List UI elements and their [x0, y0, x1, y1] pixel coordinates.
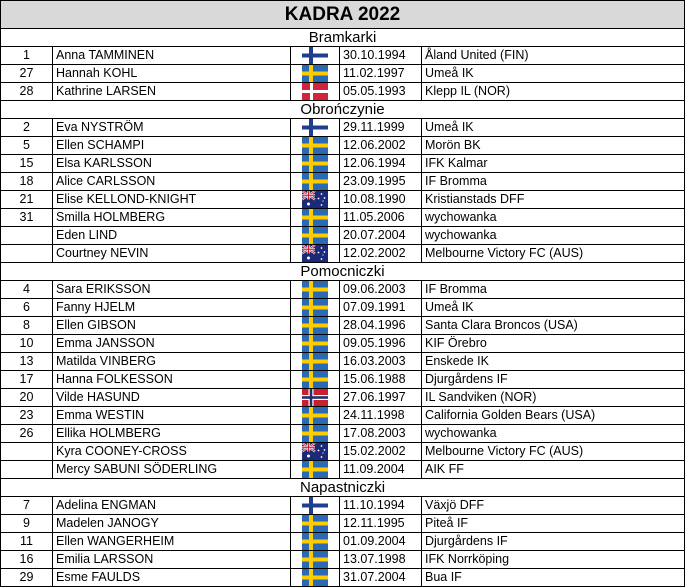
- player-name: Matilda VINBERG: [53, 353, 291, 371]
- player-name: Hanna FOLKESSON: [53, 371, 291, 389]
- section-title: Bramkarki: [1, 29, 685, 47]
- table-row: [1, 191, 685, 209]
- table-row: [1, 407, 685, 425]
- player-name: Eva NYSTRÖM: [53, 119, 291, 137]
- player-flag: [291, 569, 340, 587]
- player-birthdate: 12.11.1995: [340, 515, 422, 533]
- player-birthdate: 23.09.1995: [340, 173, 422, 191]
- player-previous-club: Melbourne Victory FC (AUS): [422, 443, 685, 461]
- player-number: 1: [1, 47, 53, 65]
- player-number: 31: [1, 209, 53, 227]
- player-birthdate: 17.08.2003: [340, 425, 422, 443]
- player-previous-club: KIF Örebro: [422, 335, 685, 353]
- table-row: [1, 65, 685, 83]
- player-flag: [291, 155, 340, 173]
- player-name: Elsa KARLSSON: [53, 155, 291, 173]
- player-name: Anna TAMMINEN: [53, 47, 291, 65]
- player-previous-club: Umeå IK: [422, 299, 685, 317]
- finland-flag-icon: [302, 119, 328, 136]
- player-birthdate: 11.02.1997: [340, 65, 422, 83]
- player-birthdate: 07.09.1991: [340, 299, 422, 317]
- sweden-flag-icon: [302, 407, 328, 424]
- player-number: 29: [1, 569, 53, 587]
- player-previous-club: IFK Norrköping: [422, 551, 685, 569]
- player-number: 10: [1, 335, 53, 353]
- player-previous-club: AIK FF: [422, 461, 685, 479]
- player-birthdate: 10.08.1990: [340, 191, 422, 209]
- player-name: Ellen WANGERHEIM: [53, 533, 291, 551]
- player-previous-club: California Golden Bears (USA): [422, 407, 685, 425]
- player-birthdate: 11.10.1994: [340, 497, 422, 515]
- table-row: [1, 227, 685, 245]
- player-name: Sara ERIKSSON: [53, 281, 291, 299]
- player-previous-club: Kristianstads DFF: [422, 191, 685, 209]
- player-birthdate: 15.02.2002: [340, 443, 422, 461]
- sweden-flag-icon: [302, 551, 328, 568]
- section-header: [1, 29, 685, 47]
- table-row: [1, 317, 685, 335]
- section-title: Napastniczki: [1, 479, 685, 497]
- player-previous-club: Djurgårdens IF: [422, 533, 685, 551]
- player-birthdate: 20.07.2004: [340, 227, 422, 245]
- sweden-flag-icon: [302, 461, 328, 478]
- player-flag: [291, 281, 340, 299]
- player-previous-club: Morön BK: [422, 137, 685, 155]
- table-row: [1, 155, 685, 173]
- player-name: Courtney NEVIN: [53, 245, 291, 263]
- table-row: [1, 245, 685, 263]
- table-row: [1, 335, 685, 353]
- australia-flag-icon: [302, 191, 328, 208]
- player-birthdate: 12.06.2002: [340, 137, 422, 155]
- sweden-flag-icon: [302, 227, 328, 244]
- player-name: Alice CARLSSON: [53, 173, 291, 191]
- player-birthdate: 12.02.2002: [340, 245, 422, 263]
- player-flag: [291, 47, 340, 65]
- player-number: 15: [1, 155, 53, 173]
- section-title: Obrończynie: [1, 101, 685, 119]
- player-previous-club: wychowanka: [422, 425, 685, 443]
- player-name: Elise KELLOND-KNIGHT: [53, 191, 291, 209]
- player-number: 26: [1, 425, 53, 443]
- player-name: Emilia LARSSON: [53, 551, 291, 569]
- player-number: 21: [1, 191, 53, 209]
- finland-flag-icon: [302, 497, 328, 514]
- player-flag: [291, 245, 340, 263]
- player-number: 7: [1, 497, 53, 515]
- player-flag: [291, 191, 340, 209]
- player-name: Smilla HOLMBERG: [53, 209, 291, 227]
- player-number: 2: [1, 119, 53, 137]
- player-name: Ellen GIBSON: [53, 317, 291, 335]
- table-row: [1, 551, 685, 569]
- sweden-flag-icon: [302, 281, 328, 298]
- player-birthdate: 09.06.2003: [340, 281, 422, 299]
- player-flag: [291, 299, 340, 317]
- player-birthdate: 16.03.2003: [340, 353, 422, 371]
- table-row: [1, 281, 685, 299]
- player-birthdate: 28.04.1996: [340, 317, 422, 335]
- norway-flag-icon: [302, 389, 328, 406]
- player-number: 23: [1, 407, 53, 425]
- player-number: 28: [1, 83, 53, 101]
- player-previous-club: Bua IF: [422, 569, 685, 587]
- player-flag: [291, 119, 340, 137]
- player-birthdate: 12.06.1994: [340, 155, 422, 173]
- player-number: [1, 245, 53, 263]
- section-header: [1, 263, 685, 281]
- player-flag: [291, 407, 340, 425]
- section-title: Pomocniczki: [1, 263, 685, 281]
- player-number: [1, 227, 53, 245]
- player-previous-club: Melbourne Victory FC (AUS): [422, 245, 685, 263]
- player-previous-club: IF Bromma: [422, 281, 685, 299]
- player-number: 9: [1, 515, 53, 533]
- player-flag: [291, 551, 340, 569]
- player-birthdate: 29.11.1999: [340, 119, 422, 137]
- player-previous-club: Umeå IK: [422, 119, 685, 137]
- player-number: 18: [1, 173, 53, 191]
- player-name: Kyra COONEY-CROSS: [53, 443, 291, 461]
- table-row: [1, 137, 685, 155]
- player-flag: [291, 443, 340, 461]
- player-name: Ellika HOLMBERG: [53, 425, 291, 443]
- player-birthdate: 15.06.1988: [340, 371, 422, 389]
- table-row: [1, 443, 685, 461]
- table-row: [1, 119, 685, 137]
- table-row: [1, 353, 685, 371]
- player-previous-club: Umeå IK: [422, 65, 685, 83]
- sweden-flag-icon: [302, 317, 328, 334]
- player-name: Madelen JANOGY: [53, 515, 291, 533]
- sweden-flag-icon: [302, 65, 328, 82]
- player-number: 16: [1, 551, 53, 569]
- finland-flag-icon: [302, 47, 328, 64]
- player-flag: [291, 335, 340, 353]
- player-flag: [291, 425, 340, 443]
- player-previous-club: Klepp IL (NOR): [422, 83, 685, 101]
- player-name: Emma WESTIN: [53, 407, 291, 425]
- player-flag: [291, 533, 340, 551]
- player-number: 13: [1, 353, 53, 371]
- player-birthdate: 27.06.1997: [340, 389, 422, 407]
- player-flag: [291, 65, 340, 83]
- player-name: Mercy SABUNI SÖDERLING: [53, 461, 291, 479]
- player-previous-club: Enskede IK: [422, 353, 685, 371]
- player-birthdate: 11.05.2006: [340, 209, 422, 227]
- player-number: 17: [1, 371, 53, 389]
- player-name: Kathrine LARSEN: [53, 83, 291, 101]
- player-number: 11: [1, 533, 53, 551]
- table-row: [1, 533, 685, 551]
- player-name: Vilde HASUND: [53, 389, 291, 407]
- section-header: [1, 479, 685, 497]
- australia-flag-icon: [302, 443, 328, 460]
- player-birthdate: 05.05.1993: [340, 83, 422, 101]
- player-number: 8: [1, 317, 53, 335]
- player-flag: [291, 317, 340, 335]
- player-previous-club: IF Bromma: [422, 173, 685, 191]
- player-previous-club: Piteå IF: [422, 515, 685, 533]
- player-flag: [291, 83, 340, 101]
- table-row: [1, 371, 685, 389]
- player-flag: [291, 461, 340, 479]
- player-birthdate: 24.11.1998: [340, 407, 422, 425]
- player-number: [1, 443, 53, 461]
- player-name: Eden LIND: [53, 227, 291, 245]
- player-flag: [291, 173, 340, 191]
- player-birthdate: 09.05.1996: [340, 335, 422, 353]
- table-row: [1, 569, 685, 587]
- player-number: 6: [1, 299, 53, 317]
- player-flag: [291, 353, 340, 371]
- player-previous-club: Santa Clara Broncos (USA): [422, 317, 685, 335]
- table-row: [1, 83, 685, 101]
- table-row: [1, 497, 685, 515]
- player-number: 5: [1, 137, 53, 155]
- player-previous-club: Djurgårdens IF: [422, 371, 685, 389]
- section-header: [1, 101, 685, 119]
- player-birthdate: 13.07.1998: [340, 551, 422, 569]
- sweden-flag-icon: [302, 299, 328, 316]
- table-row: [1, 425, 685, 443]
- page-title: KADRA 2022: [1, 1, 685, 29]
- sweden-flag-icon: [302, 335, 328, 352]
- player-flag: [291, 389, 340, 407]
- player-flag: [291, 209, 340, 227]
- player-previous-club: IL Sandviken (NOR): [422, 389, 685, 407]
- player-birthdate: 31.07.2004: [340, 569, 422, 587]
- player-previous-club: wychowanka: [422, 209, 685, 227]
- player-number: [1, 461, 53, 479]
- player-name: Adelina ENGMAN: [53, 497, 291, 515]
- player-flag: [291, 515, 340, 533]
- player-previous-club: wychowanka: [422, 227, 685, 245]
- player-number: 27: [1, 65, 53, 83]
- table-row: [1, 47, 685, 65]
- table-row: [1, 299, 685, 317]
- player-birthdate: 01.09.2004: [340, 533, 422, 551]
- player-number: 20: [1, 389, 53, 407]
- australia-flag-icon: [302, 245, 328, 262]
- table-row: [1, 389, 685, 407]
- player-flag: [291, 137, 340, 155]
- player-previous-club: IFK Kalmar: [422, 155, 685, 173]
- player-birthdate: 11.09.2004: [340, 461, 422, 479]
- player-number: 4: [1, 281, 53, 299]
- sweden-flag-icon: [302, 353, 328, 370]
- title-row: [1, 1, 685, 29]
- sweden-flag-icon: [302, 533, 328, 550]
- player-flag: [291, 227, 340, 245]
- player-flag: [291, 371, 340, 389]
- sweden-flag-icon: [302, 569, 328, 586]
- sweden-flag-icon: [302, 173, 328, 190]
- sweden-flag-icon: [302, 209, 328, 226]
- sweden-flag-icon: [302, 371, 328, 388]
- player-flag: [291, 497, 340, 515]
- player-name: Esme FAULDS: [53, 569, 291, 587]
- table-row: [1, 461, 685, 479]
- player-name: Ellen SCHAMPI: [53, 137, 291, 155]
- sweden-flag-icon: [302, 425, 328, 442]
- player-previous-club: Åland United (FIN): [422, 47, 685, 65]
- sweden-flag-icon: [302, 137, 328, 154]
- sweden-flag-icon: [302, 155, 328, 172]
- player-name: Fanny HJELM: [53, 299, 291, 317]
- player-previous-club: Växjö DFF: [422, 497, 685, 515]
- table-row: [1, 173, 685, 191]
- table-row: [1, 209, 685, 227]
- sweden-flag-icon: [302, 515, 328, 532]
- player-name: Hannah KOHL: [53, 65, 291, 83]
- player-name: Emma JANSSON: [53, 335, 291, 353]
- table-row: [1, 515, 685, 533]
- denmark-flag-icon: [302, 83, 328, 100]
- player-birthdate: 30.10.1994: [340, 47, 422, 65]
